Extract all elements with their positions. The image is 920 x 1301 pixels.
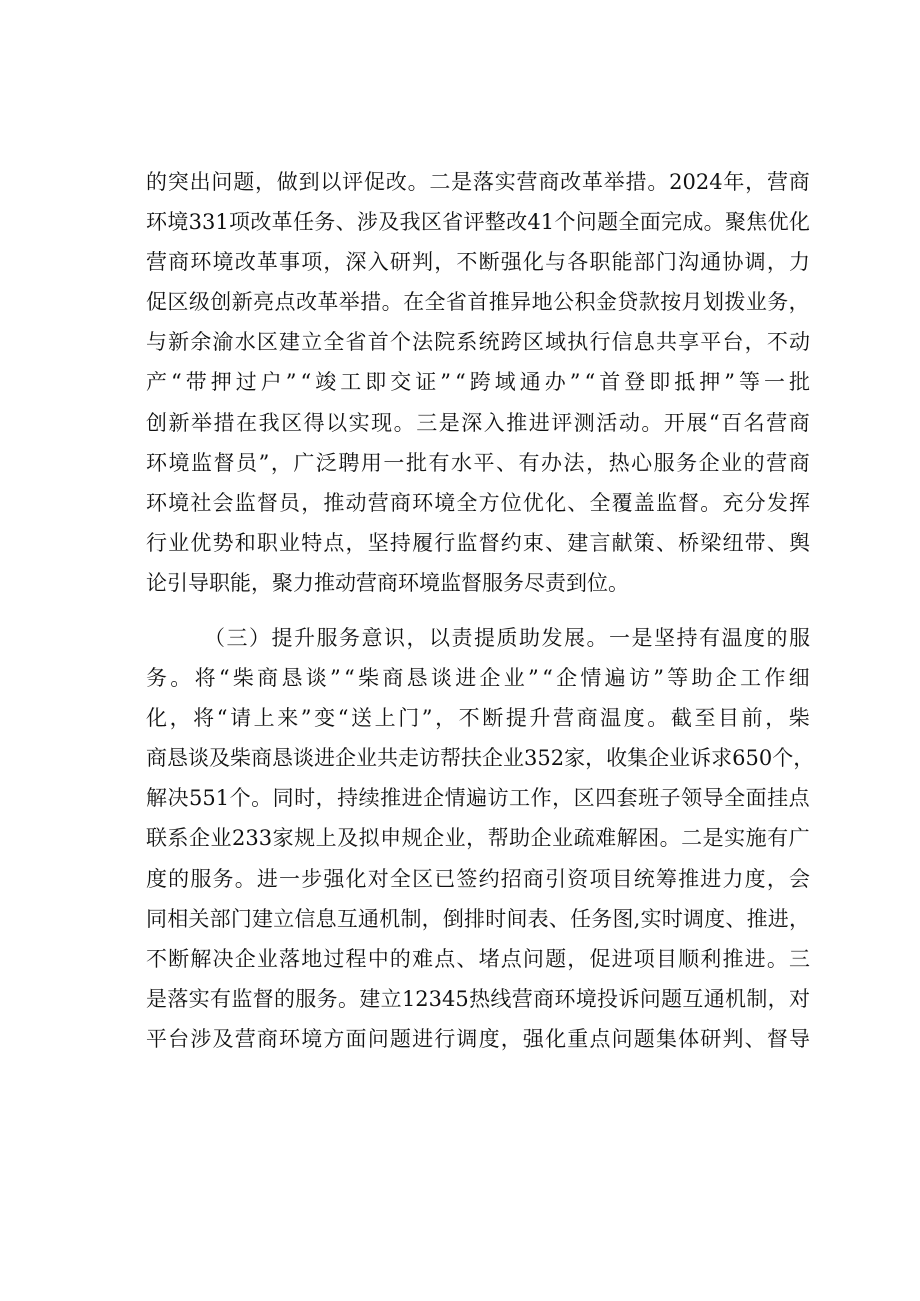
text-line: 营 商 环 境 改 革 事 项 ， 深 入 研 判 ， 不 断 强 化 与 各 职 能 部 门 沟 通 协 调 ， 力 <box>146 250 810 275</box>
text-line: 联 系 企 业 233 家 规 上 及 拟 申 规 企 业 ， 帮 助 企 业 疏 难 解 困 。 二 是 实 施 有 广 <box>146 826 810 851</box>
text-line: 行 业 优 势 和 职 业 特 点 ， 坚 持 履 行 监 督 约 束 、 建 言 献 策 、 桥 梁 纽 带 、 舆 <box>146 530 810 555</box>
text-line: 务 。 将 “ 柴 商 恳 谈 ” “ 柴 商 恳 谈 进 企 业 ” “ 企 情 遍 访 ” 等 助 企 工 作 细 <box>146 666 810 691</box>
text-line: 平 台 涉 及 营 商 环 境 方 面 问 题 进 行 调 度 ， 强 化 重 点 问 题 集 体 研 判 、 督 导 <box>146 1026 810 1051</box>
text-line: 环 境 监 督 员 ” ， 广 泛 聘 用 一 批 有 水 平 、 有 办 法 ， 热 心 服 务 企 业 的 营 商 <box>146 450 810 475</box>
text-line: 与 新 余 渝 水 区 建 立 全 省 首 个 法 院 系 统 跨 区 域 执 行 信 息 共 享 平 台 ， 不 动 <box>146 330 810 355</box>
text-line: 产 “ 带 押 过 户 ” “ 竣 工 即 交 证 ” “ 跨 域 通 办 ” “ 首 登 即 抵 押 ” 等 一 批 <box>146 370 810 395</box>
text-line: 论引导职能，聚力推动营商环境监督服务尽责到位。 <box>146 570 629 595</box>
text-line: 促 区 级 创 新 亮 点 改 革 举 措 。 在 全 省 首 推 异 地 公 积 金 贷 款 按 月 划 拨 业 务 ， <box>146 290 810 315</box>
text-line: 商 恳 谈 及 柴 商 恳 谈 进 企 业 共 走 访 帮 扶 企 业 352 家 ， 收 集 企 业 诉 求 650 个 ， <box>146 746 815 771</box>
paragraph-business-reform <box>146 162 810 603</box>
text-line: 创 新 举 措 在 我 区 得 以 实 现 。 三 是 深 入 推 进 评 测 活 动 。 开 展 “ 百 名 营 商 <box>146 410 810 435</box>
text-line: 度 的 服 务 。 进 一 步 强 化 对 全 区 已 签 约 招 商 引 资 项 目 统 筹 推 进 力 度 ， 会 <box>146 866 810 891</box>
text-line: 同 相 关 部 门 建 立 信 息 互 通 机 制 ， 倒 排 时 间 表 、 任 务 图 , 实 时 调 度 、 推 进 ， <box>146 906 810 931</box>
text-line: 化 ， 将 “ 请 上 来 ” 变 “ 送 上 门 ” ， 不 断 提 升 营 商 温 度 。 截 至 目 前 ， 柴 <box>146 706 810 731</box>
text-line: 环 境 社 会 监 督 员 ， 推 动 营 商 环 境 全 方 位 优 化 、 全 覆 盖 监 督 。 充 分 发 挥 <box>146 490 810 515</box>
text-line: 不 断 解 决 企 业 落 地 过 程 中 的 难 点 、 堵 点 问 题 ， 促 进 项 目 顺 利 推 进 。 三 <box>146 946 810 971</box>
text-line: 是 落 实 有 监 督 的 服 务 。 建 立 12345 热 线 营 商 环 境 投 诉 问 题 互 通 机 制 ， 对 <box>146 986 810 1011</box>
paragraph-service-awareness <box>146 618 815 1059</box>
text-line: 解 决 551 个 。 同 时 ， 持 续 推 进 企 情 遍 访 工 作 ， 区 四 套 班 子 领 导 全 面 挂 点 <box>146 786 810 811</box>
text-line: 的 突 出 问 题 ， 做 到 以 评 促 改 。 二 是 落 实 营 商 改 革 举 措 。 2024 年 ， 营 商 <box>146 170 810 194</box>
section-heading-line: （ 三 ） 提 升 服 务 意 识 ， 以 责 提 质 助 发 展 。 一 是 坚 持 有 温 度 的 服 <box>204 626 810 650</box>
text-line: 环 境 331 项 改 革 任 务 、 涉 及 我 区 省 评 整 改 41 个 问 题 全 面 完 成 。 聚 焦 优 化 <box>146 210 810 235</box>
